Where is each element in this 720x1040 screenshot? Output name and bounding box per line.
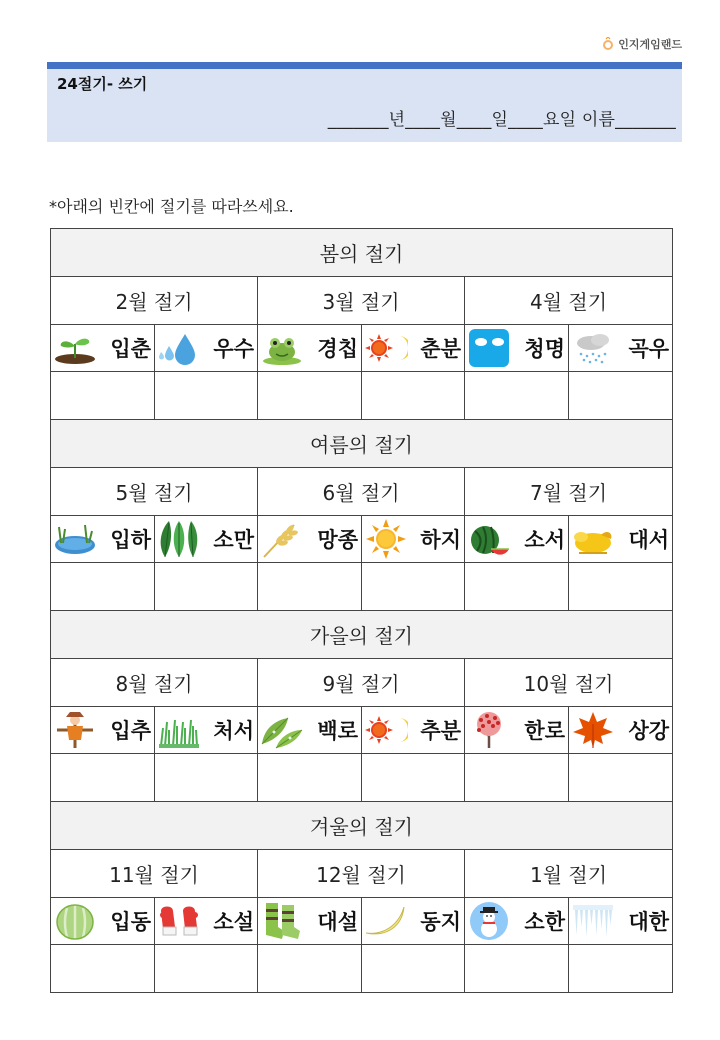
rain-cloud-icon (571, 328, 615, 368)
term-cell (155, 707, 258, 754)
writing-blank-cell[interactable] (465, 372, 569, 420)
term-label: 소서 (524, 528, 565, 552)
term-cell (569, 707, 673, 754)
writing-row (51, 754, 673, 802)
name-blank[interactable]: _______ (615, 110, 676, 130)
term-label: 백로 (317, 719, 358, 743)
water-drops-icon (157, 328, 201, 368)
term-cell (155, 325, 258, 372)
name-label: 이름 (581, 110, 616, 130)
term-label: 대한 (628, 910, 670, 934)
month-label: 7월 절기 (465, 468, 673, 516)
term-label: 소한 (524, 910, 565, 934)
writing-row (51, 372, 673, 420)
leaves-icon (157, 519, 201, 559)
mittens-icon (157, 901, 201, 941)
writing-row (51, 563, 673, 611)
term-label: 하지 (420, 528, 461, 552)
term-row (51, 707, 673, 754)
term-cell (465, 516, 569, 563)
writing-blank-cell[interactable] (569, 754, 673, 802)
seasonal-terms-table (50, 228, 673, 993)
month-row (51, 659, 673, 707)
term-cell (258, 898, 362, 945)
month-label: 12월 절기 (258, 850, 465, 898)
icicles-icon (571, 901, 615, 941)
writing-blank-cell[interactable] (51, 372, 155, 420)
month-label: 월 (440, 110, 457, 130)
term-cell (362, 898, 465, 945)
cabbage-icon (53, 901, 97, 941)
writing-blank-cell[interactable] (569, 372, 673, 420)
writing-blank-cell[interactable] (258, 945, 362, 993)
pond-icon (53, 519, 97, 559)
month-blank[interactable]: ____ (405, 110, 441, 130)
dew-leaves-icon (260, 710, 304, 750)
term-label: 입하 (110, 528, 151, 552)
season-header-row (51, 611, 673, 659)
month-label: 11월 절기 (51, 850, 258, 898)
term-cell (362, 325, 465, 372)
brand-logo (601, 36, 682, 52)
sun-moon-icon (364, 328, 408, 368)
grass-icon (157, 710, 201, 750)
weekday-blank[interactable]: ____ (508, 110, 543, 130)
term-cell (569, 516, 673, 563)
writing-blank-cell[interactable] (258, 372, 362, 420)
term-cell (258, 325, 362, 372)
term-label: 청명 (524, 337, 565, 361)
season-title: 가을의 절기 (51, 611, 673, 659)
month-row (51, 850, 673, 898)
month-label: 9월 절기 (258, 659, 465, 707)
term-label: 소설 (213, 910, 254, 934)
writing-blank-cell[interactable] (51, 754, 155, 802)
term-label: 상강 (628, 719, 670, 743)
scarecrow-icon (53, 710, 97, 750)
term-cell (51, 325, 155, 372)
month-row (51, 277, 673, 325)
term-label: 동지 (420, 910, 461, 934)
writing-blank-cell[interactable] (569, 563, 673, 611)
writing-row (51, 945, 673, 993)
writing-blank-cell[interactable] (362, 945, 465, 993)
month-row (51, 468, 673, 516)
month-label: 8월 절기 (51, 659, 258, 707)
term-label: 한로 (524, 719, 565, 743)
brand-name: 인지게임랜드 (618, 38, 682, 51)
term-cell (155, 516, 258, 563)
writing-blank-cell[interactable] (362, 754, 465, 802)
socks-icon (260, 901, 304, 941)
month-label: 2월 절기 (51, 277, 258, 325)
worksheet-title: 24절기- 쓰기 (57, 75, 148, 93)
chicken-icon (571, 519, 615, 559)
term-cell (569, 898, 673, 945)
day-blank[interactable]: ____ (456, 110, 492, 130)
term-label: 망종 (317, 528, 358, 552)
instruction-text: *아래의 빈칸에 절기를 따라쓰세요. (49, 197, 294, 216)
writing-blank-cell[interactable] (155, 754, 258, 802)
frog-icon (260, 328, 304, 368)
writing-blank-cell[interactable] (362, 372, 465, 420)
sun-icon (364, 519, 408, 559)
term-label: 입춘 (110, 337, 151, 361)
term-label: 대설 (317, 910, 358, 934)
writing-blank-cell[interactable] (569, 945, 673, 993)
year-blank[interactable]: _______ (327, 110, 389, 130)
term-cell (465, 325, 569, 372)
term-row (51, 516, 673, 563)
season-title: 여름의 절기 (51, 420, 673, 468)
term-cell (465, 707, 569, 754)
term-label: 소만 (213, 528, 254, 552)
month-label: 1월 절기 (465, 850, 673, 898)
crescent-moon-icon (364, 901, 408, 941)
date-name-line (328, 105, 676, 130)
writing-blank-cell[interactable] (465, 754, 569, 802)
term-label: 곡우 (628, 337, 670, 361)
clear-sky-icon (467, 328, 511, 368)
season-header-row (51, 420, 673, 468)
worksheet-header (47, 62, 682, 142)
term-label: 추분 (420, 719, 461, 743)
season-header-row (51, 229, 673, 277)
wheat-icon (260, 519, 304, 559)
term-cell (465, 898, 569, 945)
season-title: 겨울의 절기 (51, 802, 673, 850)
month-label: 10월 절기 (465, 659, 673, 707)
writing-blank-cell[interactable] (51, 563, 155, 611)
term-cell (362, 707, 465, 754)
red-tree-icon (467, 710, 511, 750)
writing-blank-cell[interactable] (258, 563, 362, 611)
term-cell (51, 707, 155, 754)
weekday-label: 요일 (542, 110, 577, 130)
writing-blank-cell[interactable] (465, 563, 569, 611)
term-label: 입동 (110, 910, 151, 934)
year-label: 년 (388, 110, 406, 130)
season-header-row (51, 802, 673, 850)
term-row (51, 898, 673, 945)
maple-leaf-icon (571, 710, 615, 750)
term-row (51, 325, 673, 372)
sprout-icon (53, 328, 97, 368)
term-label: 춘분 (420, 337, 461, 361)
term-cell (362, 516, 465, 563)
term-label: 대서 (628, 528, 670, 552)
month-label: 5월 절기 (51, 468, 258, 516)
writing-blank-cell[interactable] (155, 372, 258, 420)
writing-blank-cell[interactable] (362, 563, 465, 611)
watermelon-icon (467, 519, 511, 559)
term-label: 경칩 (317, 337, 358, 361)
term-label: 입추 (110, 719, 151, 743)
writing-blank-cell[interactable] (51, 945, 155, 993)
term-cell (155, 898, 258, 945)
month-label: 3월 절기 (258, 277, 465, 325)
term-cell (258, 516, 362, 563)
writing-blank-cell[interactable] (155, 945, 258, 993)
writing-blank-cell[interactable] (155, 563, 258, 611)
writing-blank-cell[interactable] (465, 945, 569, 993)
term-cell (258, 707, 362, 754)
brand-logo-icon (601, 37, 615, 52)
term-cell (51, 516, 155, 563)
month-label: 4월 절기 (465, 277, 673, 325)
sun-moon-icon (364, 710, 408, 750)
day-label: 일 (491, 110, 509, 130)
writing-blank-cell[interactable] (258, 754, 362, 802)
term-cell (569, 325, 673, 372)
term-label: 우수 (213, 337, 254, 361)
season-title: 봄의 절기 (51, 229, 673, 277)
month-label: 6월 절기 (258, 468, 465, 516)
term-label: 처서 (213, 719, 254, 743)
snowman-icon (467, 901, 511, 941)
term-cell (51, 898, 155, 945)
